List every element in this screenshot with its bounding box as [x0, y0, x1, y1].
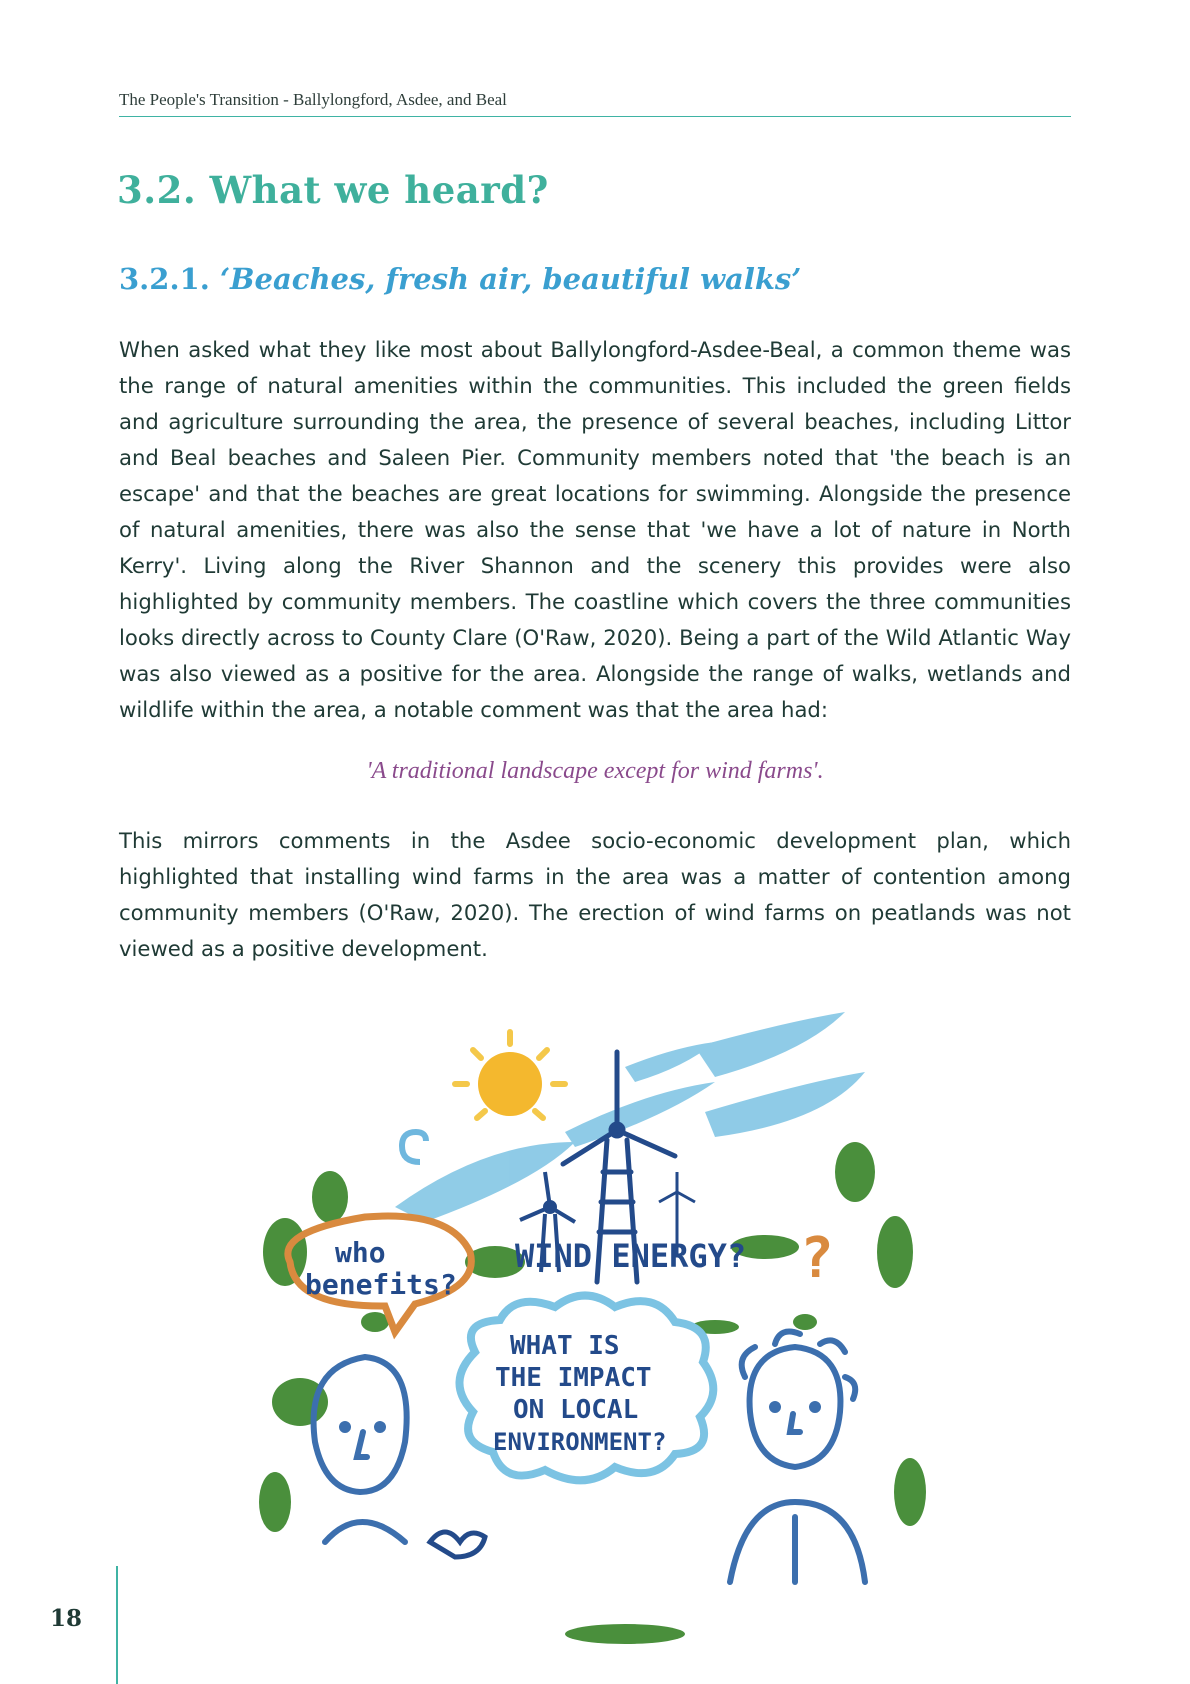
body-paragraph-2: This mirrors comments in the Asdee socio-economic development plan, which highlighted that installing wind farms in the area was a matter of contention among community members (O'Raw, 2020). The erection of wind farms on peatlands was not viewed as a positive development. — [119, 828, 1071, 961]
environment-question-cloud — [459, 1296, 713, 1481]
sun-icon — [455, 1032, 565, 1118]
illustration-drawing — [245, 1022, 945, 1662]
running-header: The People's Transition - Ballylongford, Asdee, and Beal — [119, 90, 1071, 117]
pull-quote: 'A traditional landscape except for wind farms'. — [366, 758, 824, 784]
subsection-heading — [119, 262, 801, 296]
cloud-text-line-1: WHAT IS — [510, 1331, 620, 1361]
subsection-title: ‘Beaches, fresh air, beautiful walks’ — [219, 262, 802, 296]
wind-energy-illustration — [245, 1022, 945, 1662]
person-left-icon — [314, 1357, 407, 1542]
cloud-text-line-2: THE IMPACT — [495, 1363, 652, 1393]
bubble-text-who: who — [335, 1236, 386, 1269]
subsection-number: 3.2.1. — [119, 262, 210, 296]
cloud-text-line-4: ENVIRONMENT? — [493, 1428, 667, 1456]
wind-energy-banner: WIND ENERGY? — [515, 1237, 747, 1275]
margin-rule — [116, 1566, 118, 1684]
section-heading: 3.2. What we heard? — [117, 168, 549, 212]
page-number: 18 — [50, 1605, 83, 1632]
bird-icon — [430, 1532, 485, 1557]
spiral-icon — [402, 1132, 426, 1162]
question-mark-icon: ? — [800, 1226, 834, 1291]
body-paragraph-1: When asked what they like most about Ballylongford-Asdee-Beal, a common theme was the range of natural amenities within the communities. This included the green fields and agriculture surrounding the area, the presence of several beaches, including Littor and Beal beaches and Saleen Pier. Community members noted that 'the beach is an escape' and that the beaches are great locations for swimming. Alongside the presence of natural amenities, there was also the sense that 'we have a lot of nature in North Kerry'. Living along the River Shannon and the scenery this provides were also highlighted by community members. The coastline which covers the three communities looks directly across to County Clare (O'Raw, 2020). Being a part of the Wild Atlantic Way was also viewed as a positive for the area. Alongside the range of walks, wetlands and wildlife within the area, a notable comment was that the area had: — [119, 337, 1071, 722]
cloud-text-line-3: ON LOCAL — [513, 1395, 639, 1425]
bubble-text-benefits: benefits? — [305, 1268, 457, 1301]
person-right-icon — [730, 1332, 865, 1582]
